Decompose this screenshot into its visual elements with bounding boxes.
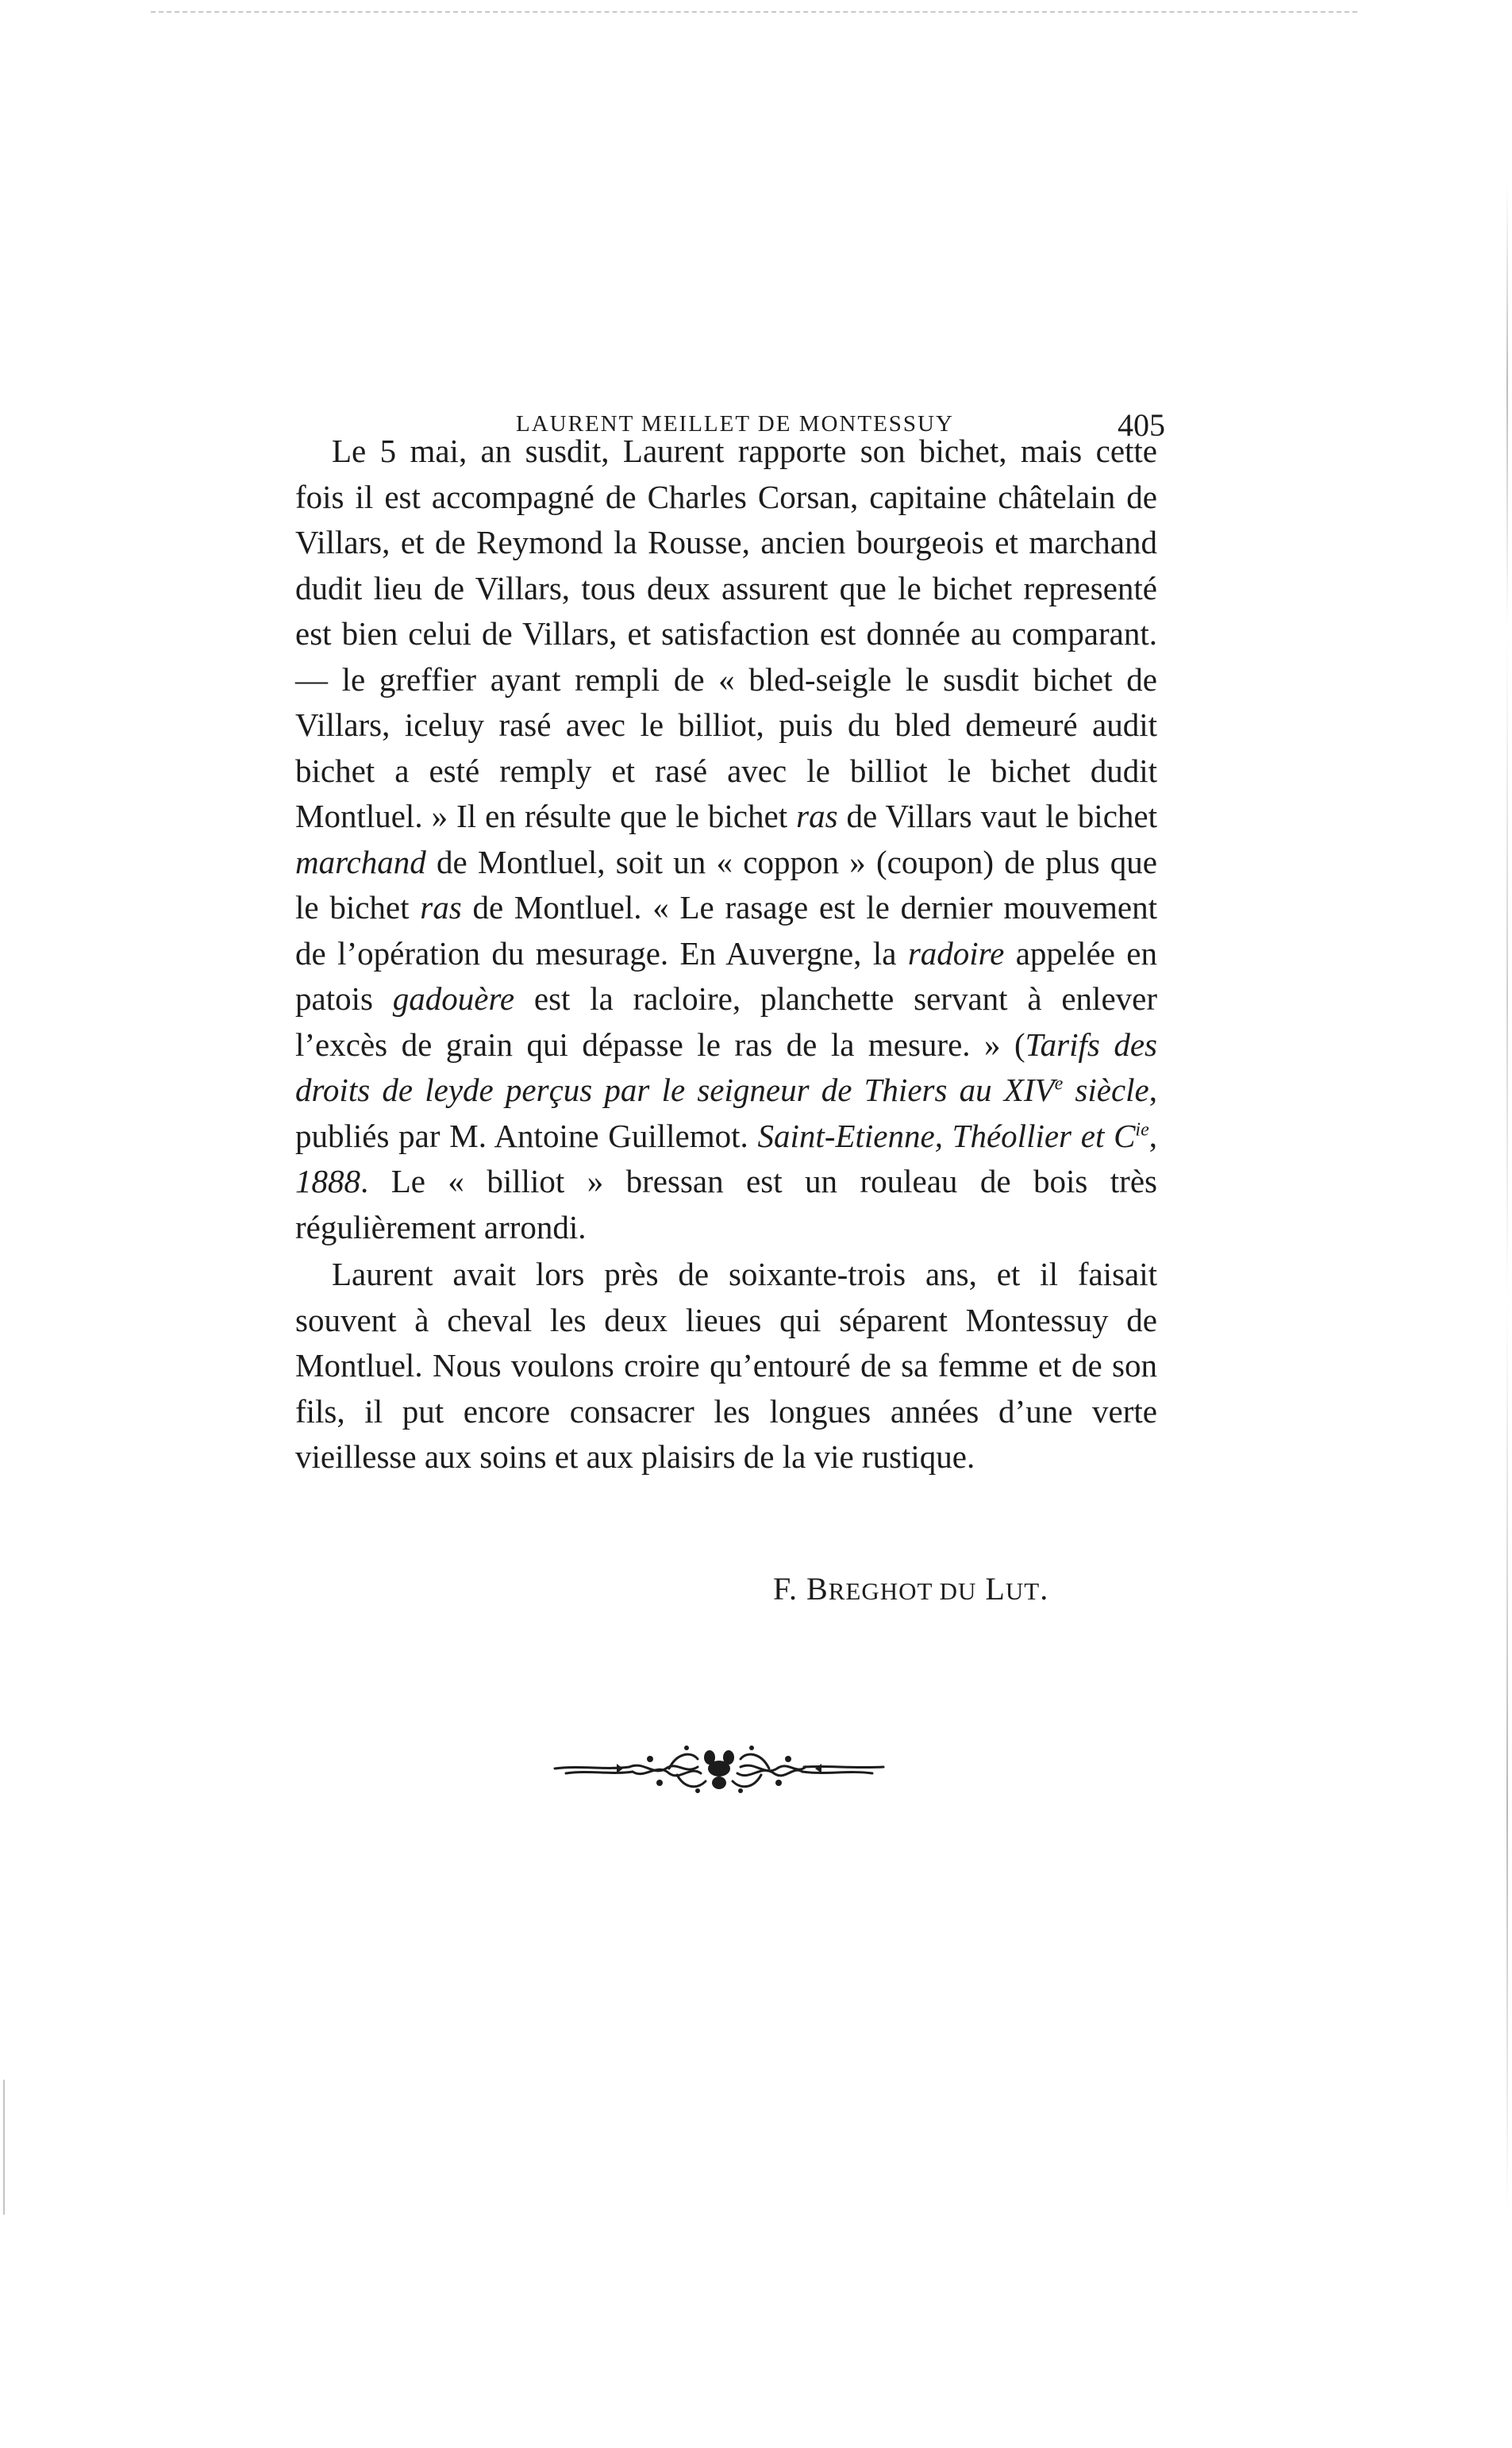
cited-publisher: Saint-Etienne, Théollier et $C^{ie}$ xyxy=(757,1117,1149,1154)
scan-edge-artifact xyxy=(151,11,1357,13)
italic-term: ras xyxy=(796,798,838,834)
floral-ornament-icon xyxy=(550,1737,888,1796)
italic-term: marchand xyxy=(295,843,426,880)
cited-year: 1888 xyxy=(295,1163,360,1199)
author-signature: F. BREGHOT DU LUT. xyxy=(773,1571,1049,1607)
italic-term: radoire xyxy=(907,934,1005,972)
scan-edge-artifact xyxy=(3,2080,5,2215)
page-number: 405 xyxy=(1118,407,1165,443)
scan-edge-artifact xyxy=(1506,183,1508,2215)
italic-term: ras xyxy=(420,889,462,926)
cited-work-title: Tarifs des droits de leyde perçus par le seigneur de Thiers au XIVe siècle xyxy=(295,1026,1157,1108)
running-title: LAURENT MEILLET DE MONTESSUY xyxy=(516,411,954,437)
body-text xyxy=(295,429,1157,1480)
italic-term: gadouère xyxy=(392,980,515,1017)
paragraph: Le 5 mai, an susdit, Laurent rapporte son bichet, mais cette fois il est accompagné de Charles Corsan, capitaine châtelain de Villars, et de Reymond la Rousse, ancien bourgeois et marchand dudit lieu de Villars, tous deux assurent que le bichet representé est bien celui de Villars, et satisfaction est donnée au comparant.— le greffier ayant rempli de « bled-seigle le susdit bichet de Villars, iceluy rasé avec le billiot, puis du bled demeuré audit bichet a esté remply et rasé avec le billiot le bichet dudit Montluel. » Il en résulte que le bichet ras de Villars vaut le bichet marchand de Montluel, soit un « coppon » (coupon) de plus que le bichet ras de Montluel. « Le rasage est le dernier mouvement de l’opération du mesurage. En Auvergne, la radoire appelée en patois gadouère est la racloire, planchette servant à enlever l’excès de grain qui dépasse le ras de la mesure. » (Tarifs des droits de leyde perçus par le seigneur de Thiers au XIVe siècle, publiés par M. Antoine Guillemot. Saint-Etienne, Théollier et $C^{ie}$, 1888. Le « billiot » bressan est un rouleau de bois très régulièrement arrondi. xyxy=(295,433,1158,1245)
paragraph: Laurent avait lors près de soixante-trois ans, et il faisait souvent à cheval les deux lieues qui séparent Montessuy de Montluel. Nous voulons croire qu’entouré de sa femme et de son fils, il put encore consacrer les longues années d’une verte vieillesse aux soins et aux plaisirs de la vie rustique. xyxy=(295,1256,1157,1475)
